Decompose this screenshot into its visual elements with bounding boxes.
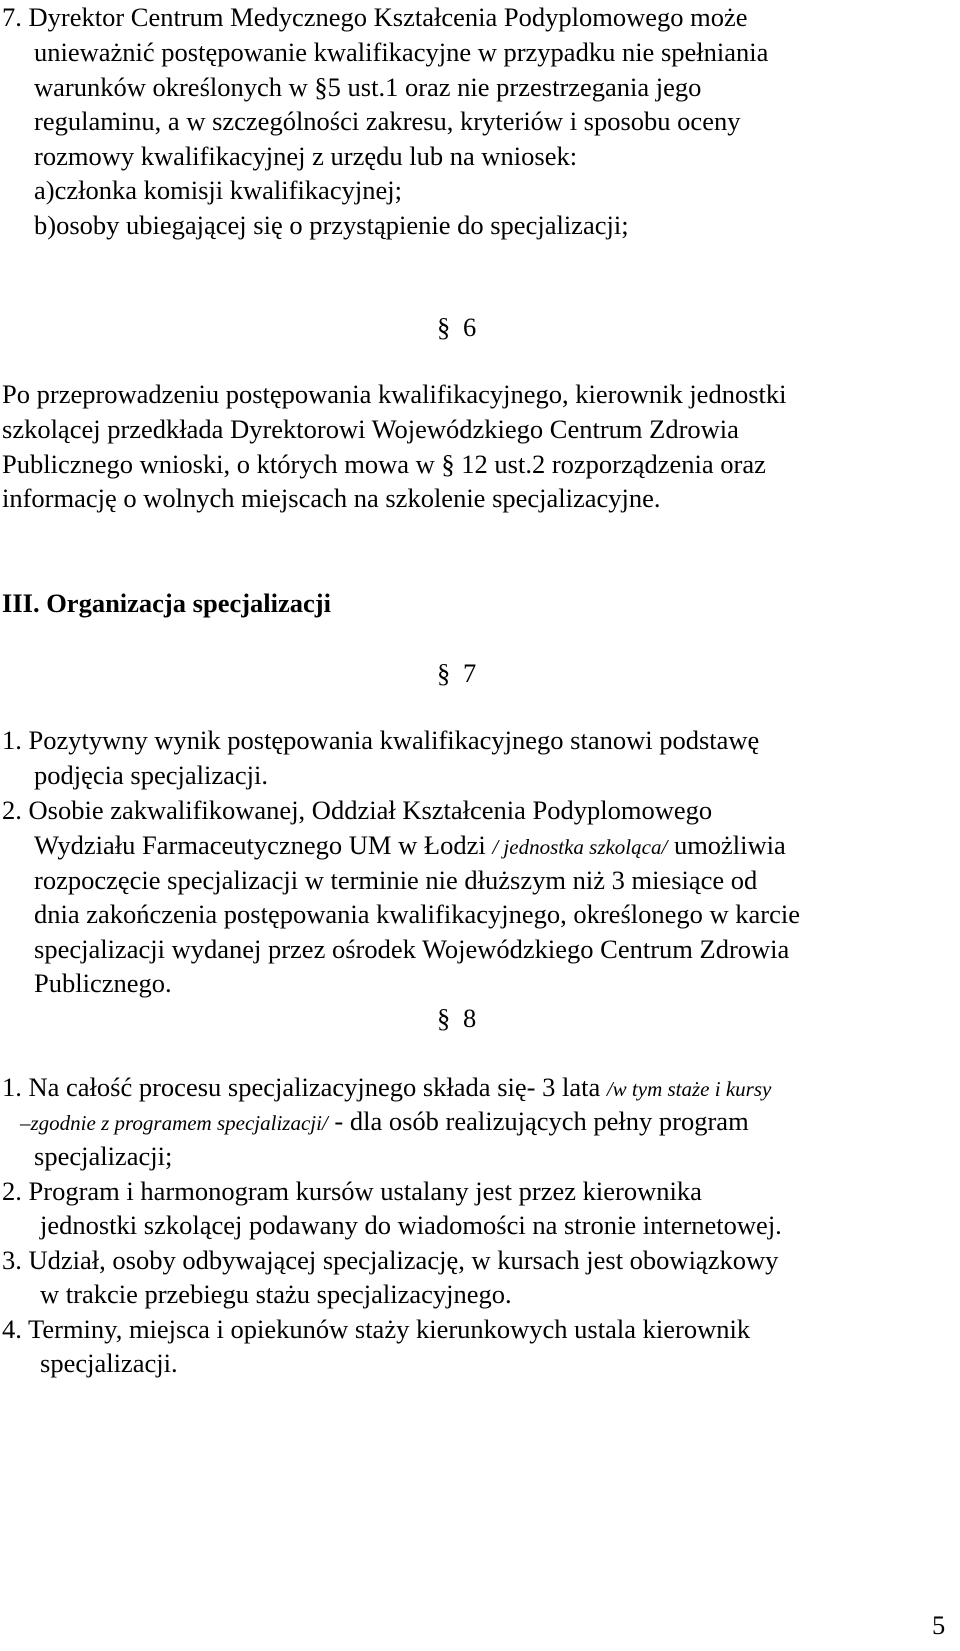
section7-item2-line-4: dnia zakończenia postępowania kwalifikacyjnego, określonego w karcie [34, 899, 800, 929]
point7-line-1: 7. Dyrektor Centrum Medycznego Kształcenia Podyplomowego może [2, 2, 748, 32]
page-number: 5 [932, 1610, 946, 1640]
text-run: Wydziału Farmaceutycznego UM w Łodzi [34, 830, 486, 860]
point7-line-3: warunków określonych w §5 ust.1 oraz nie przestrzegania jego [34, 72, 702, 102]
section8-item1-line-3: specjalizacji; [34, 1141, 173, 1171]
section6-line-2: szkolącej przedkłada Dyrektorowi Wojewódzkiego Centrum Zdrowia [2, 414, 739, 444]
section6-line-1: Po przeprowadzeniu postępowania kwalifikacyjnego, kierownik jednostki [2, 379, 787, 409]
section7-item2-line-5: specjalizacji wydanej przez ośrodek Wojewódzkiego Centrum Zdrowia [34, 934, 790, 964]
section7-item1-line-2: podjęcia specjalizacji. [34, 760, 268, 790]
point7-line-5: rozmowy kwalifikacyjnej z urzędu lub na wniosek: [34, 141, 578, 171]
section-symbol: § [437, 312, 451, 342]
section7-heading [437, 656, 476, 690]
section-symbol: § [437, 658, 451, 688]
point7-line-4: regulaminu, a w szczególności zakresu, kryteriów i sposobu oceny [34, 106, 741, 136]
section6-line-3: Publicznego wnioski, o których mowa w § 12 ust.2 rozporządzenia oraz [2, 449, 766, 479]
section8-item1-line-1 [2, 1070, 771, 1106]
section6-heading [437, 310, 476, 344]
section8-item2-line-1: 2. Program i harmonogram kursów ustalany jest przez kierownika [2, 1176, 702, 1206]
section-symbol: § [437, 1003, 451, 1033]
section7-item2-line-2 [34, 828, 786, 864]
section8-heading [437, 1001, 476, 1035]
point7-option-b: b)osoby ubiegającej się o przystąpienie do specjalizacji; [34, 210, 629, 240]
text-run: - dla osób realizujących pełny program [334, 1106, 749, 1136]
section8-item3-line-1: 3. Udział, osoby odbywającej specjalizację, w kursach jest obowiązkowy [2, 1245, 779, 1275]
section-number: 6 [463, 312, 477, 342]
section7-item1-line-1: 1. Pozytywny wynik postępowania kwalifikacyjnego stanowi podstawę [2, 725, 760, 755]
point7-option-a: a)członka komisji kwalifikacyjnej; [34, 175, 402, 205]
section-number: 8 [463, 1003, 477, 1033]
section8-item4-line-2: specjalizacji. [40, 1348, 178, 1378]
italic-note: /w tym staże i kursy [606, 1077, 772, 1101]
point7-line-2: unieważnić postępowanie kwalifikacyjne w przypadku nie spełniania [34, 37, 769, 67]
chapter-heading: III. Organizacja specjalizacji [2, 588, 331, 618]
section8-item4-line-1: 4. Terminy, miejsca i opiekunów staży kierunkowych ustala kierownik [2, 1314, 751, 1344]
text-run: 1. Na całość procesu specjalizacyjnego składa się- 3 lata [2, 1072, 601, 1102]
italic-note: / jednostka szkoląca/ [492, 835, 668, 859]
section8-item1-line-2 [20, 1104, 749, 1140]
section-number: 7 [463, 658, 477, 688]
section7-item2-line-3: rozpoczęcie specjalizacji w terminie nie dłuższym niż 3 miesiące od [34, 865, 758, 895]
section7-item2-line-6: Publicznego. [34, 968, 172, 998]
section8-item3-line-2: w trakcie przebiegu stażu specjalizacyjnego. [40, 1279, 512, 1309]
section7-item2-line-1: 2. Osobie zakwalifikowanej, Oddział Kształcenia Podyplomowego [2, 795, 713, 825]
italic-note: –zgodnie z programem specjalizacji/ [20, 1111, 328, 1135]
section6-line-4: informację o wolnych miejscach na szkolenie specjalizacyjne. [2, 483, 661, 513]
section8-item2-line-2: jednostki szkolącej podawany do wiadomości na stronie internetowej. [40, 1210, 782, 1240]
text-run: umożliwia [673, 830, 786, 860]
